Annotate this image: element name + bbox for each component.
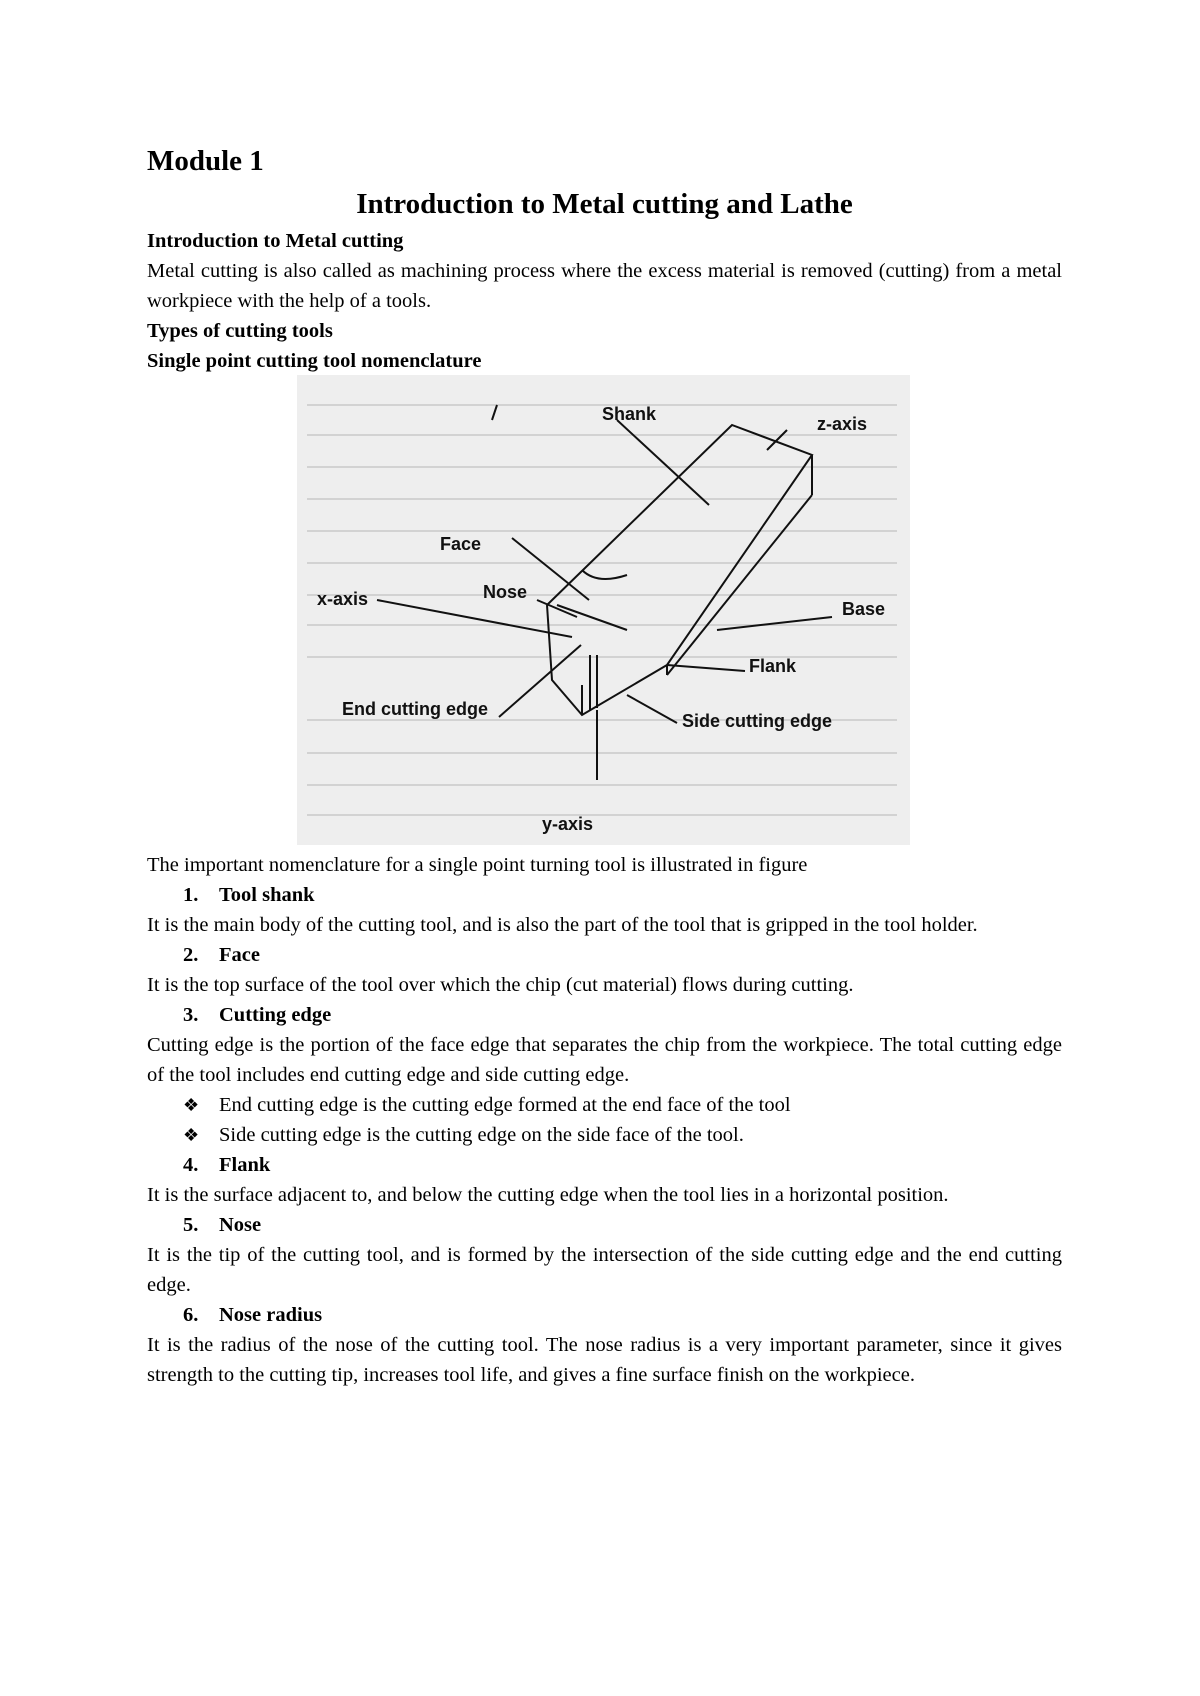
item-heading [147, 880, 1062, 910]
label-z-axis: z-axis [817, 414, 868, 434]
label-x-axis: x-axis [317, 589, 369, 609]
item-text: It is the top surface of the tool over which the chip (cut material) flows during cutting. [147, 974, 854, 996]
definitions-section [147, 850, 1062, 1390]
item-heading [147, 1150, 1062, 1180]
item-text: It is the main body of the cutting tool, and is also the part of the tool that is gripped in the tool holder. [147, 914, 978, 936]
item-number: 1. [183, 884, 199, 906]
item-title: Nose [219, 1214, 262, 1236]
item-text: Cutting edge is the portion of the face edge that separates the chip from the workpiece. The total cutting edge of the tool includes end cutting edge and side cutting edge. [147, 1034, 1062, 1086]
item-text: It is the tip of the cutting tool, and is formed by the intersection of the side cutting edge and the end cutting edge. [147, 1244, 1062, 1296]
item-number: 2. [183, 944, 199, 966]
item-title: Face [219, 944, 260, 966]
item-text: It is the radius of the nose of the cutting tool. The nose radius is a very important parameter, since it gives strength to the cutting tip, increases tool life, and gives a fine surface finish on the workpiece. [147, 1334, 1062, 1386]
item-number: 3. [183, 1004, 199, 1026]
intro-heading: Introduction to Metal cutting [147, 230, 404, 252]
bullet-item [147, 1120, 1062, 1150]
label-flank: Flank [749, 656, 797, 676]
bullet-icon: ❖ [183, 1095, 200, 1115]
bullet-text: End cutting edge is the cutting edge formed at the end face of the tool [219, 1094, 791, 1116]
item-heading [147, 940, 1062, 970]
label-side-cutting-edge: Side cutting edge [682, 711, 833, 731]
label-face: Face [440, 534, 482, 554]
bullet-text: Side cutting edge is the cutting edge on the side face of the tool. [219, 1124, 744, 1146]
nomenclature-heading: Single point cutting tool nomenclature [147, 350, 482, 372]
label-shank: Shank [602, 404, 657, 424]
bullet-item [147, 1090, 1062, 1120]
item-heading [147, 1210, 1062, 1240]
item-title: Flank [219, 1154, 271, 1176]
main-title: Introduction to Metal cutting and Lathe [356, 188, 853, 220]
tool-nomenclature-figure [297, 375, 910, 845]
label-nose: Nose [483, 582, 528, 602]
item-heading [147, 1000, 1062, 1030]
item-number: 4. [183, 1154, 199, 1176]
item-title: Tool shank [219, 884, 315, 906]
item-number: 5. [183, 1214, 199, 1236]
figure-background [297, 375, 910, 845]
intro-text: Metal cutting is also called as machining process where the excess material is removed (cutting) from a metal workpiece with the help of a tools. [147, 260, 1062, 312]
types-heading: Types of cutting tools [147, 320, 333, 342]
item-title: Cutting edge [219, 1004, 332, 1026]
label-y-axis: y-axis [542, 814, 594, 834]
item-text: It is the surface adjacent to, and below the cutting edge when the tool lies in a horizontal position. [147, 1184, 949, 1206]
item-heading [147, 1300, 1062, 1330]
label-end-cutting-edge: End cutting edge [342, 699, 488, 719]
item-title: Nose radius [219, 1304, 323, 1326]
module-title: Module 1 [147, 145, 264, 177]
item-number: 6. [183, 1304, 199, 1326]
intro-section [147, 226, 1062, 376]
label-base: Base [842, 599, 886, 619]
bullet-icon: ❖ [183, 1125, 200, 1145]
tool-diagram [297, 375, 910, 845]
figure-caption: The important nomenclature for a single point turning tool is illustrated in figure [147, 854, 808, 876]
